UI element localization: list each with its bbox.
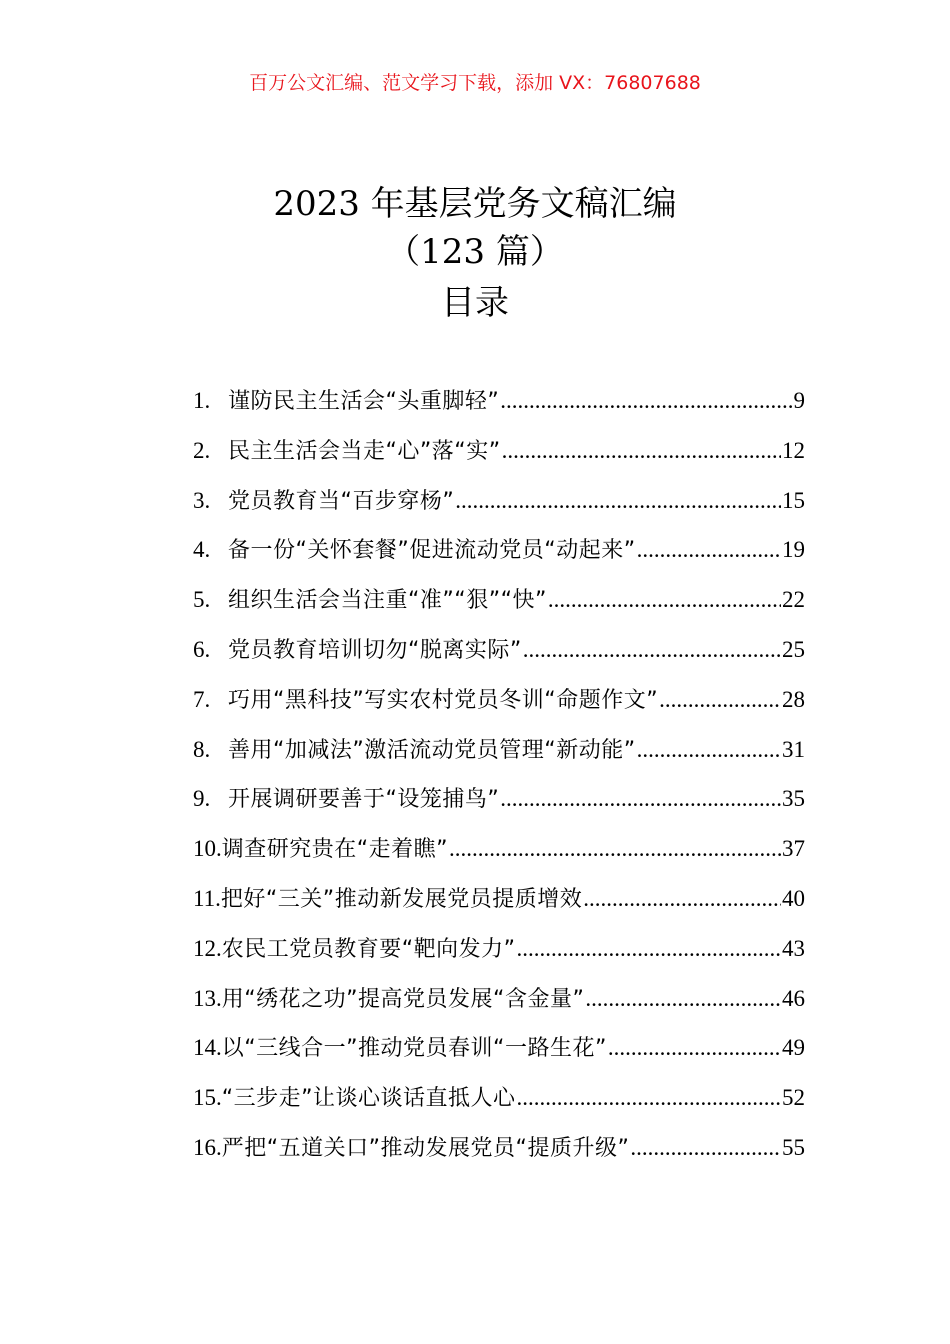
toc-entry[interactable]: [193, 583, 805, 633]
toc-entry-title: 开展调研要善于“设笼捕鸟”: [228, 787, 500, 813]
toc-entry[interactable]: [193, 1031, 805, 1081]
toc-leader-dots: [449, 836, 781, 862]
toc-entry-page: 25: [782, 636, 805, 662]
toc-entry[interactable]: [193, 982, 805, 1032]
toc-leader-dots: [517, 1085, 781, 1111]
toc-entry-number: 4.: [193, 537, 211, 563]
toc-entry-title: 用“绣花之功”提高党员发展“含金量”: [221, 986, 585, 1012]
toc-entry[interactable]: [193, 484, 805, 534]
toc-leader-dots: [585, 986, 781, 1012]
toc-entry-number: 12.: [193, 935, 222, 961]
toc-entry-title: 农民工党员教育要“靶向发力”: [221, 936, 516, 962]
document-title-block: [0, 180, 950, 330]
toc-entry-page: 49: [782, 1035, 805, 1061]
toc-entry-page: 43: [782, 935, 805, 961]
toc-leader-dots: [608, 1035, 781, 1061]
toc-entry-number: 15.: [193, 1085, 222, 1111]
toc-entry-title: “三步走”让谈心谈话直抵人心: [221, 1086, 516, 1112]
toc-entry-page: 15: [782, 487, 805, 513]
toc-entry[interactable]: [193, 633, 805, 683]
toc-entry-title: 善用“加减法”激活流动党员管理“新动能”: [228, 737, 636, 763]
toc-entry-number: 11.: [193, 885, 221, 911]
toc-leader-dots: [548, 587, 781, 613]
toc-entry-page: 35: [782, 786, 805, 812]
toc-entry-number: 2.: [193, 437, 211, 463]
toc-entry-title: 党员教育当“百步穿杨”: [228, 488, 455, 514]
toc-entry-page: 19: [782, 537, 805, 563]
toc-entry-page: 55: [782, 1134, 805, 1160]
toc-entry-title: 民主生活会当走“心”落“实”: [228, 438, 501, 464]
document-subtitle-count: （123 篇）: [386, 232, 564, 272]
toc-entry-page: 31: [782, 736, 805, 762]
toc-entry[interactable]: [193, 932, 805, 982]
toc-entry-number: 10.: [193, 836, 222, 862]
toc-entry-title: 以“三线合一”推动党员春训“一路生花”: [221, 1036, 607, 1062]
toc-entry-number: 3.: [193, 487, 211, 513]
toc-leader-dots: [637, 737, 781, 763]
toc-leader-dots: [517, 936, 781, 962]
toc-entry[interactable]: [193, 782, 805, 832]
toc-entry-number: 14.: [193, 1035, 222, 1061]
toc-entry[interactable]: [193, 533, 805, 583]
toc-entry-page: 9: [793, 388, 805, 413]
toc-entry-number: 7.: [193, 686, 211, 712]
toc-entry-number: 9.: [193, 786, 211, 812]
toc-entry[interactable]: [193, 1131, 805, 1181]
toc-entry-title: 组织生活会当注重“准”“狠”“快”: [228, 588, 547, 614]
toc-leader-dots: [455, 488, 781, 514]
toc-entry-page: 37: [782, 836, 805, 862]
toc-entry-title: 备一份“关怀套餐”促进流动党员“动起来”: [228, 538, 636, 564]
toc-entry[interactable]: [193, 1081, 805, 1131]
toc-entry-page: 28: [782, 686, 805, 712]
toc-leader-dots: [659, 687, 781, 713]
toc-leader-dots: [583, 886, 781, 912]
toc-entry-title: 把好“三关”推动新发展党员提质增效: [220, 886, 583, 912]
toc-entry[interactable]: [193, 882, 805, 932]
header-watermark-note: 百万公文汇编、范文学习下载，添加 VX：76807688: [249, 72, 701, 94]
toc-entry-page: 52: [782, 1085, 805, 1111]
toc-entry-title: 调查研究贵在“走着瞧”: [221, 837, 449, 863]
toc-entry-number: 8.: [193, 736, 211, 762]
toc-leader-dots: [630, 1135, 781, 1161]
toc-entry-page: 22: [782, 587, 805, 613]
toc-entry-number: 16.: [193, 1134, 222, 1160]
toc-leader-dots: [500, 786, 781, 812]
toc-leader-dots: [637, 537, 781, 563]
toc-entry[interactable]: [193, 832, 805, 882]
toc-entry-title: 巧用“黑科技”写实农村党员冬训“命题作文”: [228, 687, 659, 713]
toc-leader-dots: [500, 388, 792, 414]
toc-entry-number: 5.: [193, 587, 211, 613]
toc-entry-number: 1.: [193, 388, 211, 413]
toc-entry-title: 谨防民主生活会“头重脚轻”: [228, 389, 500, 414]
toc-entry-page: 40: [782, 885, 805, 911]
toc-entry-number: 6.: [193, 636, 211, 662]
toc-entry[interactable]: [193, 733, 805, 783]
toc-entry-title: 严把“五道关口”推动发展党员“提质升级”: [221, 1135, 630, 1161]
toc-leader-dots: [523, 637, 781, 663]
toc-entry[interactable]: [193, 434, 805, 484]
toc-entry-page: 12: [782, 437, 805, 463]
toc-entry[interactable]: [193, 384, 805, 434]
toc-entry-number: 13.: [193, 985, 222, 1011]
document-title: 2023 年基层党务文稿汇编: [273, 184, 677, 224]
toc-leader-dots: [502, 438, 781, 464]
toc-entry-page: 46: [782, 985, 805, 1011]
toc-entry[interactable]: [193, 683, 805, 733]
toc-entry-title: 党员教育培训切勿“脱离实际”: [228, 637, 522, 663]
table-of-contents: [193, 384, 805, 1181]
toc-heading: 目录: [441, 283, 509, 323]
